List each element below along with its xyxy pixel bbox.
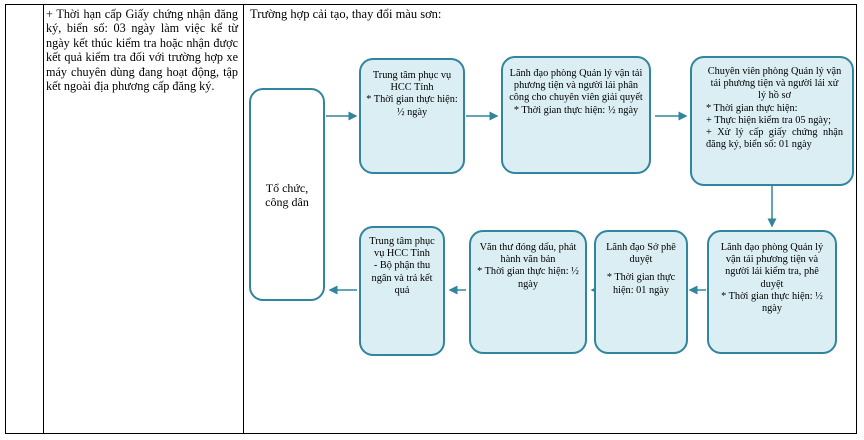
step4-box — [707, 230, 837, 354]
step6-time: * Thời gian thực hiện: ½ ngày — [477, 266, 579, 290]
step3-title: Chuyên viên phòng Quản lý vận tải phương tiện và người lái xử lý hồ sơ — [707, 66, 842, 102]
step2-time: * Thời gian thực hiện: ½ ngày — [513, 104, 639, 116]
step2-box — [501, 56, 651, 174]
step4-time: * Thời gian thực hiện: ½ ngày — [721, 290, 823, 315]
step2-title: Lãnh đạo phòng Quản lý vận tải phương tiện và người lái phân công cho chuyên viên giải quyết — [509, 68, 643, 104]
step6-box — [469, 230, 587, 354]
deadline-note: + Thời hạn cấp Giấy chứng nhận đăng ký, biển số: 03 ngày làm việc kể từ ngày kết thúc kiểm tra hoặc nhận được kết quả kiểm tra đối với trường hợp xe máy chuyên dùng đang hoạt động, tập kết ngoài địa phương cấp đăng ký. — [46, 7, 238, 94]
step5-title: Lãnh đạo Sở phê duyệt — [606, 242, 676, 266]
step7-box — [359, 226, 445, 356]
step3-issue: + Xử lý cấp giấy chứng nhận đăng ký, biển số: 01 ngày — [706, 127, 843, 151]
citizen-box — [249, 88, 325, 301]
step3-box — [690, 56, 854, 186]
step1-time: * Thời gian thực hiện: ½ ngày — [366, 94, 458, 118]
step3-inspect: + Thực hiện kiểm tra 05 ngày; — [706, 114, 832, 126]
step1-title: Trung tâm phục vụ HCC Tỉnh — [372, 70, 452, 94]
citizen-label: Tổ chức, công dân — [265, 180, 309, 209]
step1-box — [359, 58, 465, 174]
step7-detail: - Bộ phận thu ngân và trả kết quả — [371, 260, 433, 296]
step5-time: * Thời gian thực hiện: 01 ngày — [606, 272, 676, 296]
step3-time: * Thời gian thực hiện: — [706, 102, 798, 114]
case-heading: Trường hợp cải tạo, thay đổi màu sơn: — [250, 7, 442, 21]
step7-title: Trung tâm phục vụ HCC Tỉnh — [369, 236, 435, 260]
step4-title: Lãnh đạo phòng Quản lý vận tải phương tiện và người lái kiểm tra, phê duyệt — [720, 242, 824, 290]
step6-title: Văn thư đóng dấu, phát hành văn bản — [479, 242, 577, 266]
step5-box — [594, 230, 688, 354]
